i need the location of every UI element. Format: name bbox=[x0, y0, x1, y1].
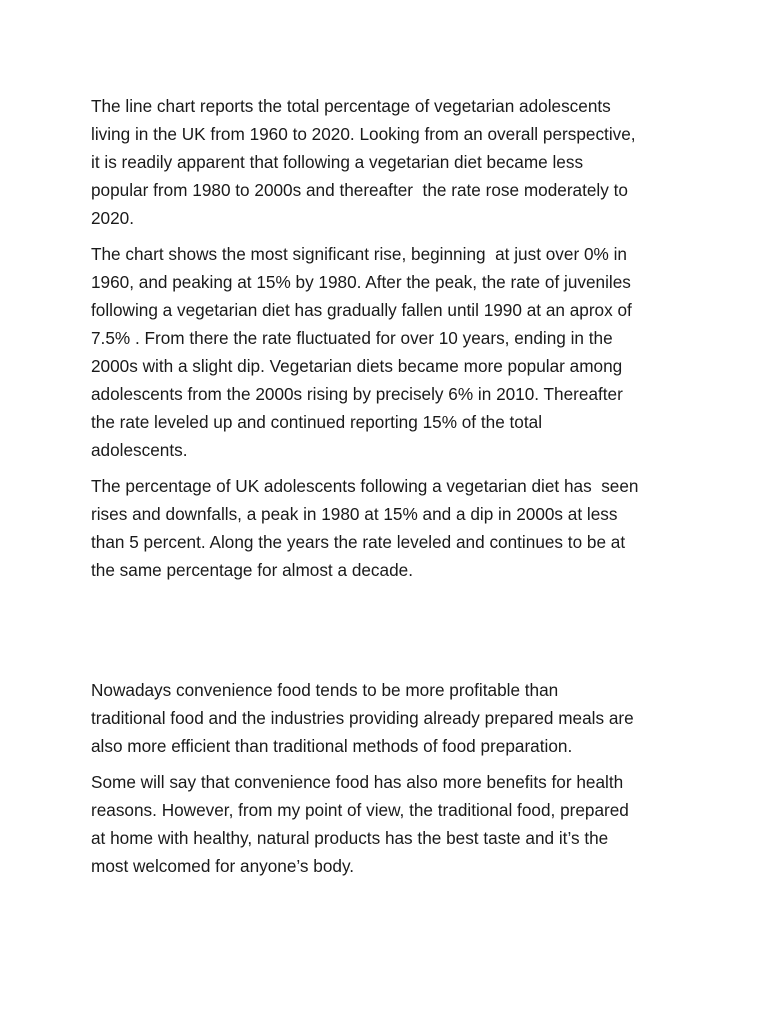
paragraph-spacer bbox=[91, 464, 698, 472]
paragraph-essay-opinion: Some will say that convenience food has also more benefits for health reasons. However, from my point of view, the traditional food, prepared at home with healthy, natural products has the best taste and it’s the most welcomed for anyone’s body. bbox=[91, 772, 629, 876]
paragraph-spacer bbox=[91, 760, 698, 768]
paragraph-chart-summary: The percentage of UK adolescents following a vegetarian diet has seen rises and downfalls, a peak in 1980 at 15% and a dip in 2000s at less than 5 percent. Along the years the rate leveled and continues to be at the same percentage for almost a decade. bbox=[91, 476, 639, 580]
paragraph-chart-overview: The line chart reports the total percentage of vegetarian adolescents living in the UK from 1960 to 2020. Looking from an overall perspective, it is readily apparent that following a vegetarian diet became less popular from 1980 to 2000s and thereafter the rate rose moderately to 2020. bbox=[91, 96, 636, 228]
paragraph-chart-details: The chart shows the most significant rise, beginning at just over 0% in 1960, and peaking at 15% by 1980. After the peak, the rate of juveniles following a vegetarian diet has gradually fallen until 1990 at an aprox of 7.5% . From there the rate fluctuated for over 10 years, ending in the 2000s with a slight dip. Vegetarian diets became more popular among adolescents from the 2000s rising by precisely 6% in 2010. Thereafter the rate leveled up and continued reporting 15% of the total adolescents. bbox=[91, 244, 632, 460]
section-spacer bbox=[91, 584, 698, 676]
paragraph-essay-intro: Nowadays convenience food tends to be more profitable than traditional food and the industries providing already prepared meals are also more efficient than traditional methods of food preparation. bbox=[91, 680, 634, 756]
paragraph-spacer bbox=[91, 232, 698, 240]
